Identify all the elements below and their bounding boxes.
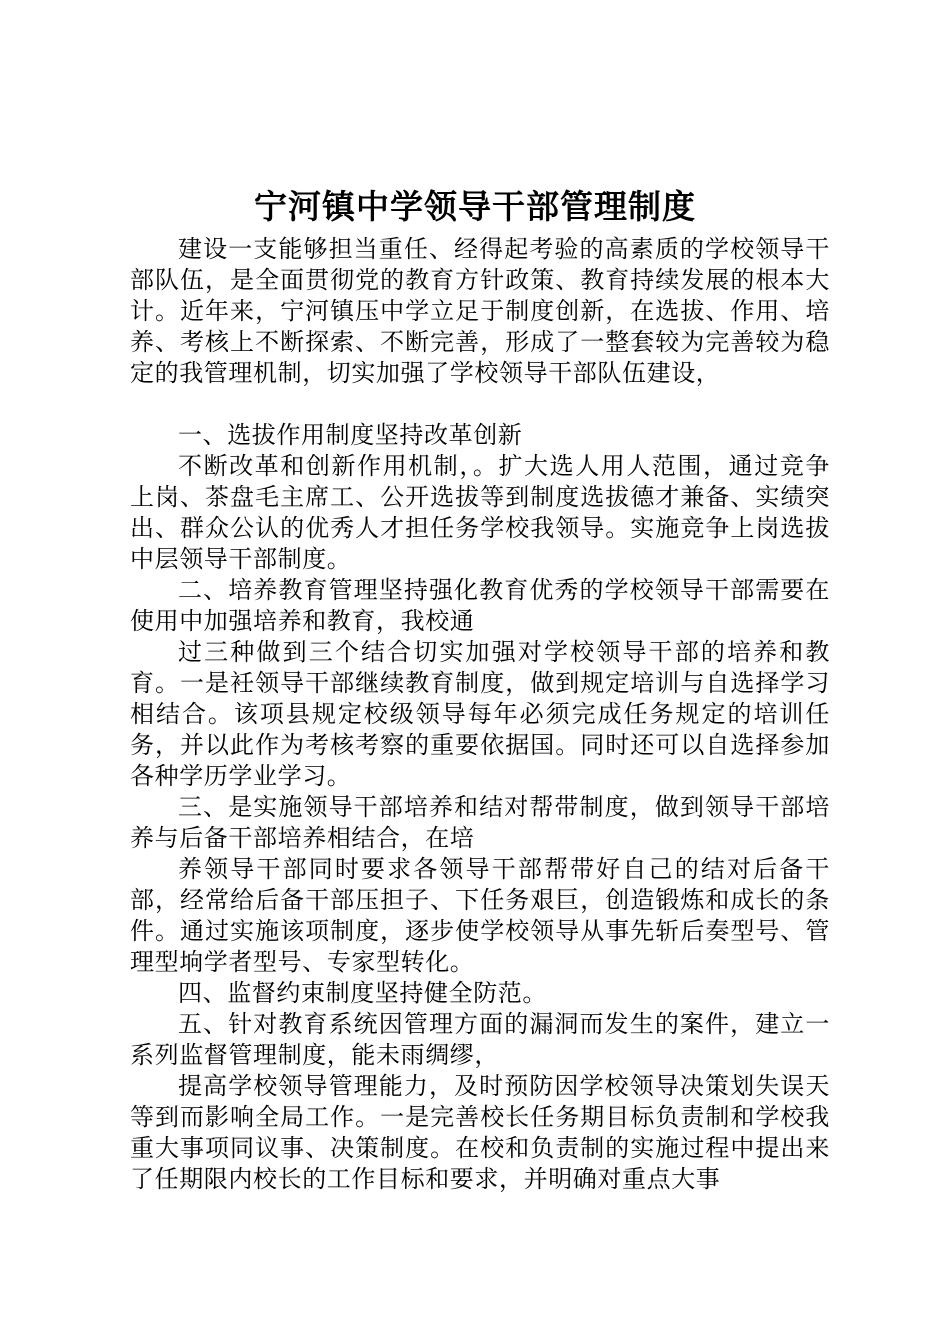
- document-title: 宁河镇中学领导干部管理制度: [254, 187, 696, 226]
- document-body: [130, 234, 830, 1195]
- section-heading-5: 五、针对教育系统因管理方面的漏洞而发生的案件，建立一系列监督管理制度，能未雨绸缪，: [130, 1010, 830, 1069]
- body-paragraph: 养领导干部同时要求各领导干部帮带好自己的结对后备干部，经常给后备干部压担子、下任务艰巨，创造锻炼和成长的条件。通过实施该项制度，逐步使学校领导从事先斩后奏型号、管理型垧学者型号、专家型转化。: [130, 855, 830, 976]
- section-heading-4: 四、监督约束制度坚持健全防范。: [178, 979, 547, 1007]
- section-heading-3: 三、是实施领导干部培养和结对帮带制度，做到领导干部培养与后备干部培养相结合，在培: [130, 793, 830, 852]
- body-paragraph: 不断改革和创新作用机制，。扩大选人用人范围，通过竞争上岗、茶盘毛主席工、公开选拔等到制度选拔德才兼备、实绩突出、群众公认的优秀人才担任务学校我领导。实施竞争上岗选拔中层领导干部制度。: [130, 452, 830, 573]
- body-paragraph: 提高学校领导管理能力，及时预防因学校领导决策划失误天等到而影响全局工作。一是完善校长任务期目标负责制和学校我重大事项同议事、决策制度。在校和负责制的实施过程中提出来了任期限内校长的工作目标和要求，并明确对重点大事: [130, 1072, 830, 1193]
- body-paragraph: 过三种做到三个结合切实加强对学校领导干部的培养和教育。一是衽领导干部继续教育制度，做到规定培训与自选择学习相结合。该项县规定校级领导每年必须完成任务规定的培训任务，并以此作为考核考察的重要依据国。同时还可以自选择参加各种学历学业学习。: [130, 638, 830, 790]
- section-heading-1: 一、选拔作用制度坚持改革创新: [178, 421, 523, 449]
- section-heading-2: 二、培养教育管理坚持强化教育优秀的学校领导干部需要在使用中加强培养和教育，我校通: [130, 576, 830, 635]
- intro-paragraph: 建设一支能够担当重任、经得起考验的高素质的学校领导干部队伍，是全面贯彻党的教育方针政策、教育持续发展的根本大计。近年来，宁河镇压中学立足于制度创新，在选拔、作用、培养、考核上不断探索、不断完善，形成了一整套较为完善较为稳定的我管理机制，切实加强了学校领导干部队伍建设，: [130, 235, 830, 387]
